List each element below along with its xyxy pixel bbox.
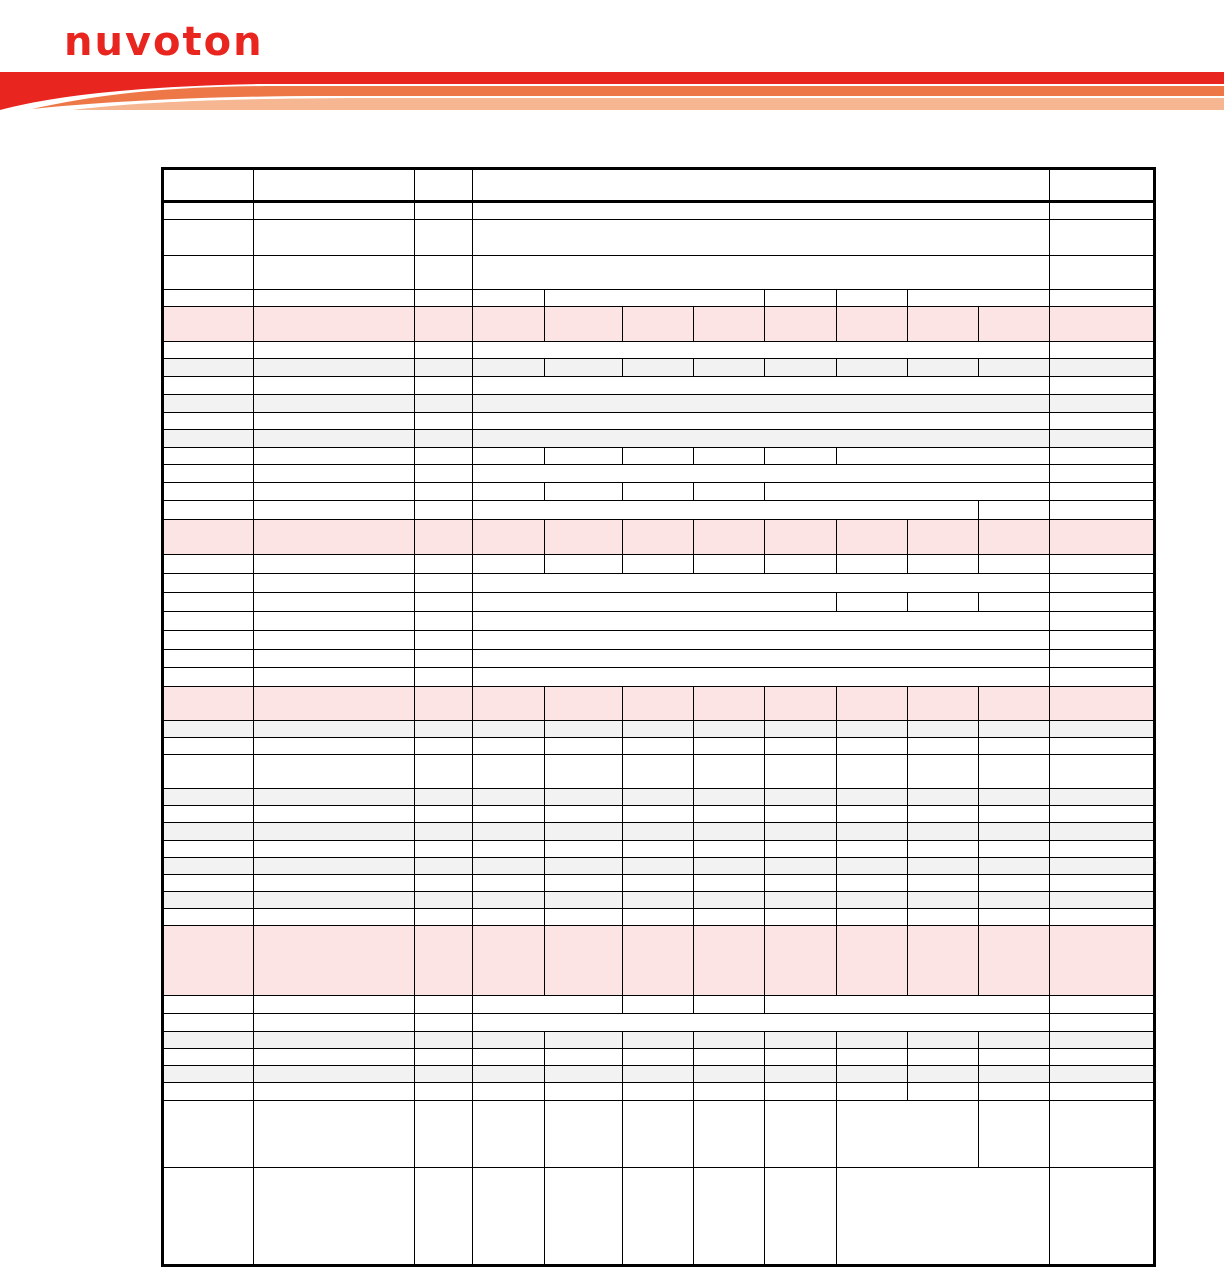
band-peach (72, 98, 1224, 110)
table-row (163, 1167, 1155, 1265)
table-row (163, 359, 1155, 377)
table-row (163, 891, 1155, 908)
table-row (163, 995, 1155, 1013)
table-row (163, 202, 1155, 220)
table-row (163, 554, 1155, 573)
table-row (163, 1013, 1155, 1031)
table-row (163, 220, 1155, 255)
table-row (163, 840, 1155, 857)
table-row (163, 737, 1155, 754)
table-row (163, 857, 1155, 874)
table-row (163, 789, 1155, 806)
header-swoosh-band (0, 70, 1224, 112)
table-row (163, 823, 1155, 840)
table-row-highlight (163, 306, 1155, 341)
table-row (163, 754, 1155, 788)
table-row (163, 1101, 1155, 1167)
table-row (163, 465, 1155, 483)
register-table (161, 167, 1156, 1267)
table-row (163, 592, 1155, 611)
table-header-row (163, 169, 1155, 202)
table-row (163, 377, 1155, 394)
table-row (163, 650, 1155, 668)
table-row (163, 289, 1155, 306)
table-row (163, 874, 1155, 891)
table-row (163, 1066, 1155, 1083)
page-header (0, 0, 1224, 120)
table-row (163, 429, 1155, 447)
table-row-highlight (163, 686, 1155, 720)
table-row (163, 720, 1155, 737)
table-row (163, 483, 1155, 501)
table-row (163, 447, 1155, 464)
table-row-highlight (163, 926, 1155, 996)
table-row (163, 1031, 1155, 1048)
table-row (163, 412, 1155, 429)
table-row (163, 342, 1155, 359)
table-row (163, 255, 1155, 289)
nuvoton-logo: nuvoton (64, 19, 264, 65)
table-row (163, 668, 1155, 686)
table-row (163, 1048, 1155, 1065)
table-row (163, 631, 1155, 650)
table-row (163, 394, 1155, 412)
table-row (163, 501, 1155, 520)
table-row-highlight (163, 520, 1155, 554)
table-row (163, 612, 1155, 631)
table-row (163, 1083, 1155, 1101)
table-row (163, 908, 1155, 925)
table-row (163, 806, 1155, 823)
table-row (163, 573, 1155, 592)
